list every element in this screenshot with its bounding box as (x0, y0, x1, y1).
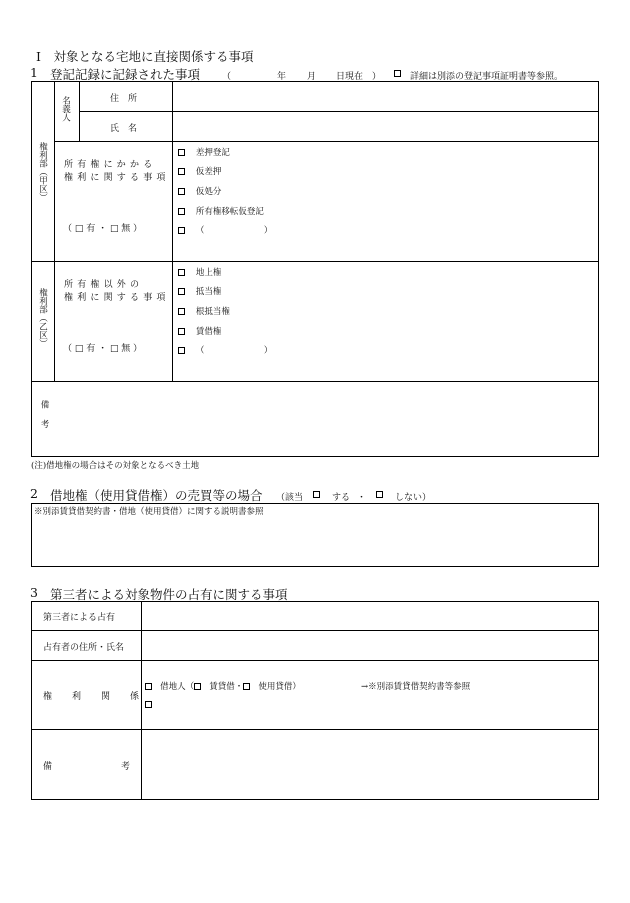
rights-relation-label: 権利関係 (43, 692, 160, 702)
address-label: 住 所 (110, 94, 138, 104)
subsection-1-number: 1 (30, 65, 38, 80)
date-month: 月 (307, 72, 317, 82)
checkbox-icon[interactable] (178, 149, 185, 156)
applicable-yes-checkbox[interactable] (313, 491, 320, 498)
nominee-label: 名義人 (60, 96, 71, 122)
subsection-1-title: 登記記録に記録された事項 (50, 67, 201, 82)
remarks-3-label-right: 考 (121, 762, 131, 772)
kou-item-seizure[interactable]: 差押登記 (178, 146, 230, 158)
otsu-section-label: 権利部（乙区） (37, 288, 48, 348)
leasehold-note: ※別添賃貸借契約書・借地（使用貸借）に関する説明書参照 (34, 507, 264, 517)
rights-relation-lessee[interactable]: 借地人（ 賃貸借・ 使用貸借） (145, 680, 301, 692)
section-3-number: 3 (30, 585, 38, 600)
loan-checkbox[interactable] (243, 683, 250, 690)
checkbox-icon[interactable] (178, 269, 185, 276)
section-2-number: 2 (30, 486, 38, 501)
otsu-item-other[interactable]: （ ） (178, 344, 272, 356)
remarks-3-label-left: 備 (43, 762, 53, 772)
section-1-title: Ⅰ 対象となる宅地に直接関係する事項 (36, 49, 254, 64)
date-prefix: （ (222, 72, 232, 82)
date-year: 年 (277, 72, 287, 82)
kou-item-other[interactable]: （ ） (178, 224, 272, 236)
rights-relation-reference: →※別添賃貸借契約書等参照 (361, 682, 471, 692)
third-party-occupancy-label: 第三者による占有 (43, 613, 116, 623)
checkbox-icon[interactable] (178, 288, 185, 295)
remarks-value[interactable] (57, 384, 595, 454)
name-label: 氏 名 (110, 124, 138, 134)
occupant-address-name-value[interactable] (143, 633, 595, 658)
kou-desc-line2: 権利に関する事項 (64, 173, 170, 183)
otsu-item-revolving-mortgage[interactable]: 根抵当権 (178, 305, 230, 317)
applicable-yes: する (332, 493, 351, 503)
checkbox-icon[interactable] (178, 188, 185, 195)
detail-checkbox[interactable] (394, 70, 401, 77)
lessee-checkbox[interactable] (145, 683, 152, 690)
otsu-item-mortgage[interactable]: 抵当権 (178, 285, 221, 297)
third-party-occupancy-value[interactable] (143, 603, 595, 628)
otsu-desc-line2: 権利に関する事項 (64, 293, 170, 303)
kou-item-provisional-seizure[interactable]: 仮差押 (178, 165, 221, 177)
kou-presence[interactable]: （ □ 有 ・ □ 無 ） (63, 224, 143, 234)
section-2-title: 借地権（使用貸借権）の売買等の場合 (50, 488, 263, 503)
otsu-item-lease[interactable]: 賃借権 (178, 325, 221, 337)
checkbox-icon[interactable] (178, 347, 185, 354)
name-value[interactable] (174, 113, 594, 139)
otsu-presence[interactable]: （ □ 有 ・ □ 無 ） (63, 344, 143, 354)
applicable-no: しない） (395, 493, 432, 503)
checkbox-icon[interactable] (178, 208, 185, 215)
lease-checkbox[interactable] (194, 683, 201, 690)
checkbox-icon[interactable] (178, 308, 185, 315)
occupant-address-name-label: 占有者の住所・氏名 (43, 643, 125, 653)
section-3-title: 第三者による対象物件の占有に関する事項 (50, 587, 288, 602)
remarks-label: 備考 (39, 400, 49, 439)
rights-relation-other-checkbox[interactable] (145, 701, 152, 708)
checkbox-icon[interactable] (178, 227, 185, 234)
checkbox-icon[interactable] (178, 328, 185, 335)
date-suffix: 日現在 ） (336, 72, 382, 82)
kou-item-transfer-provisional[interactable]: 所有権移転仮登記 (178, 205, 264, 217)
footnote: (注)借地権の場合はその対象となるべき土地 (31, 461, 200, 471)
address-value[interactable] (174, 83, 594, 109)
applicable-prefix: （該当 (276, 493, 304, 503)
kou-item-provisional-disposition[interactable]: 仮処分 (178, 185, 221, 197)
kou-section-label: 権利部（甲区） (37, 142, 48, 202)
detail-note: 詳細は別添の登記事項証明書等参照。 (410, 72, 564, 82)
applicable-no-checkbox[interactable] (376, 491, 383, 498)
checkbox-icon[interactable] (178, 168, 185, 175)
remarks-3-value[interactable] (143, 732, 595, 798)
applicable-dot: ・ (357, 493, 367, 503)
otsu-desc-line1: 所有権以外の (64, 280, 144, 290)
kou-desc-line1: 所有権にかかる (64, 160, 157, 170)
otsu-item-superficies[interactable]: 地上権 (178, 266, 221, 278)
